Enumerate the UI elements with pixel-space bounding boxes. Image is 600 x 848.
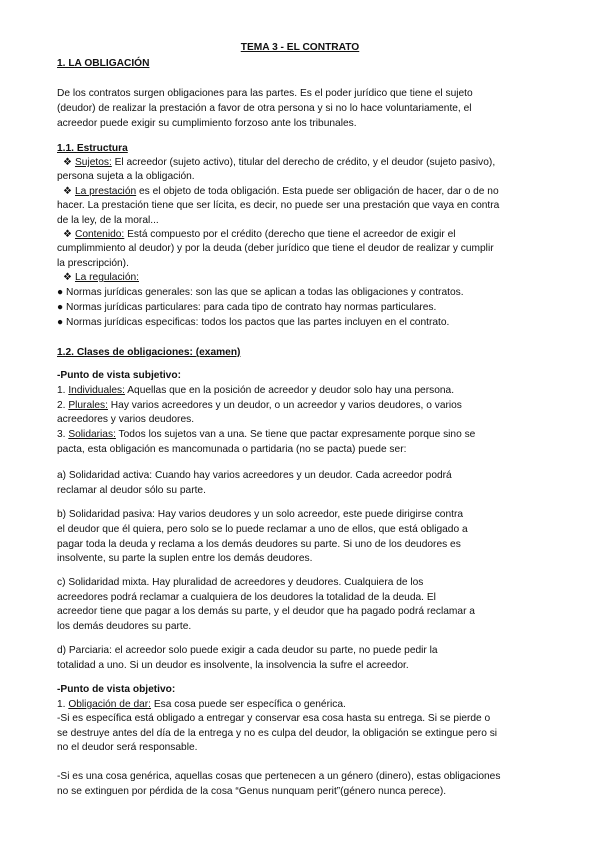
paragraph-line: acreedor tiene que pagar a los demás su parte, y el deudor que ha pagado podrá reclamar a — [57, 606, 475, 617]
paragraph-line: c) Solidaridad mixta. Hay pluralidad de acreedores y deudores. Cualquiera de los — [57, 577, 424, 588]
section-heading-clases: 1.2. Clases de obligaciones: (examen) — [57, 347, 241, 358]
paragraph-line: b) Solidaridad pasiva: Hay varios deudores y un solo acreedor, este puede dirigirse contra — [57, 509, 464, 520]
intro-line: De los contratos surgen obligaciones para las partes. Es el poder jurídico que tiene el sujeto — [57, 88, 473, 99]
diamond-bullet-icon: ❖ — [63, 272, 73, 283]
list-item: 3. Solidarias: Todos los sujetos van a una. Se tiene que pactar expresamente porque sino se — [57, 429, 476, 440]
diamond-bullet-icon: ❖ — [63, 186, 73, 197]
term-prestacion: La prestación — [74, 186, 137, 197]
bullet-continuation: cumplimmiento al deudor) y por la deuda (deber jurídico que tiene el deudor de realizar y cumplir — [57, 243, 494, 254]
list-item: 1. Individuales: Aquellas que en la posición de acreedor y deudor solo hay una persona. — [57, 385, 455, 396]
bullet-contenido: ❖ Contenido: Está compuesto por el crédito (derecho que tiene el acreedor de exigir el — [63, 229, 456, 240]
paragraph-line: no el deudor será responsable. — [57, 742, 198, 753]
paragraph-line: pagar toda la deuda y reclama a los demás deudores su parte. Si uno de los deudores es — [57, 539, 461, 550]
term-sujetos: Sujetos: — [74, 157, 112, 168]
paragraph-line: no se extinguen por pérdida de la cosa “Genus nunquam perit”(género nunca perece). — [57, 786, 447, 797]
subheading-subjetivo: -Punto de vista subjetivo: — [57, 370, 181, 381]
paragraph-line: acreedores podrá reclamar a cualquiera de los deudores la totalidad de la deuda. El — [57, 592, 436, 603]
bullet-regulacion — [63, 272, 139, 284]
term-individuales: Individuales: — [68, 385, 125, 396]
term-regulacion: La regulación: — [74, 272, 139, 283]
list-item: ● Normas jurídicas especificas: todos los pactos que las partes incluyen en el contrato. — [57, 317, 450, 328]
dot-bullet-icon: ● — [57, 287, 64, 298]
term-obligacion-dar: Obligación de dar: — [68, 699, 152, 710]
paragraph-line: d) Parciaria: el acreedor solo puede exigir a cada deudor su parte, no puede pedir la — [57, 645, 438, 656]
bullet-prestacion: ❖ La prestación es el objeto de toda obligación. Esta puede ser obligación de hacer, dar o de no — [63, 186, 499, 197]
bullet-continuation: hacer. La prestación tiene que ser lícita, es decir, no puede ser una prestación que vaya en contra — [57, 200, 500, 211]
list-item: 1. Obligación de dar: Esa cosa puede ser específica o genérica. — [57, 699, 346, 710]
section-heading-obligacion: 1. LA OBLIGACIÓN — [57, 58, 150, 69]
bullet-continuation: de la ley, de la moral... — [57, 215, 159, 226]
section-heading-estructura: 1.1. Estructura — [57, 143, 128, 154]
paragraph-line: insolvente, su parte la suplen entre los demás deudores. — [57, 553, 313, 564]
list-continuation: acreedores y varios deudores. — [57, 414, 195, 425]
paragraph-line: se destruye antes del día de la entrega y no es culpa del deudor, la obligación se extingue pero si — [57, 728, 498, 739]
paragraph-line: a) Solidaridad activa: Cuando hay varios acreedores y un deudor. Cada acreedor podrá — [57, 470, 452, 481]
paragraph-line: totalidad a uno. Si un deudor es insolvente, la insolvencia la sufre el acreedor. — [57, 660, 409, 671]
intro-line: (deudor) de realizar la prestación a favor de otra persona y si no lo hace voluntariamente, el — [57, 103, 472, 114]
bullet-sujetos: ❖ Sujetos: El acreedor (sujeto activo), titular del derecho de crédito, y el deudor (sujeto pasivo), — [63, 157, 496, 168]
subheading-objetivo: -Punto de vista objetivo: — [57, 684, 176, 695]
term-contenido: Contenido: — [74, 229, 125, 240]
list-item: ● Normas jurídicas generales: son las que se aplican a todas las obligaciones y contratos. — [57, 287, 464, 298]
paragraph-line: reclamar al deudor sólo su parte. — [57, 485, 206, 496]
paragraph-line: los demás deudores su parte. — [57, 621, 192, 632]
diamond-bullet-icon: ❖ — [63, 157, 73, 168]
bullet-continuation: persona sujeta a la obligación. — [57, 171, 195, 182]
term-plurales: Plurales: — [68, 400, 108, 411]
intro-line: acreedor puede exigir su cumplimiento forzoso ante los tribunales. — [57, 118, 357, 129]
dot-bullet-icon: ● — [57, 317, 64, 328]
dot-bullet-icon: ● — [57, 302, 64, 313]
diamond-bullet-icon: ❖ — [63, 229, 73, 240]
paragraph-line: -Si es una cosa genérica, aquellas cosas que pertenecen a un género (dinero), estas obligaciones — [57, 771, 501, 782]
document-title: TEMA 3 - EL CONTRATO — [240, 42, 360, 53]
paragraph-line: -Si es específica está obligado a entregar y conservar esa cosa hasta su entrega. Si se pierde o — [57, 713, 491, 724]
paragraph-line: el deudor que él quiera, pero solo se lo puede reclamar a uno de ellos, que está obligado a — [57, 524, 468, 535]
list-item: ● Normas jurídicas particulares: para cada tipo de contrato hay normas particulares. — [57, 302, 437, 313]
bullet-continuation: la prescripción). — [57, 258, 129, 269]
term-solidarias: Solidarias: — [68, 429, 116, 440]
list-item: 2. Plurales: Hay varios acreedores y un deudor, o un acreedor y varios deudores, o varios — [57, 400, 462, 411]
list-continuation: pacta, esta obligación es mancomunada o partidaria (no se pacta) puede ser: — [57, 444, 407, 455]
